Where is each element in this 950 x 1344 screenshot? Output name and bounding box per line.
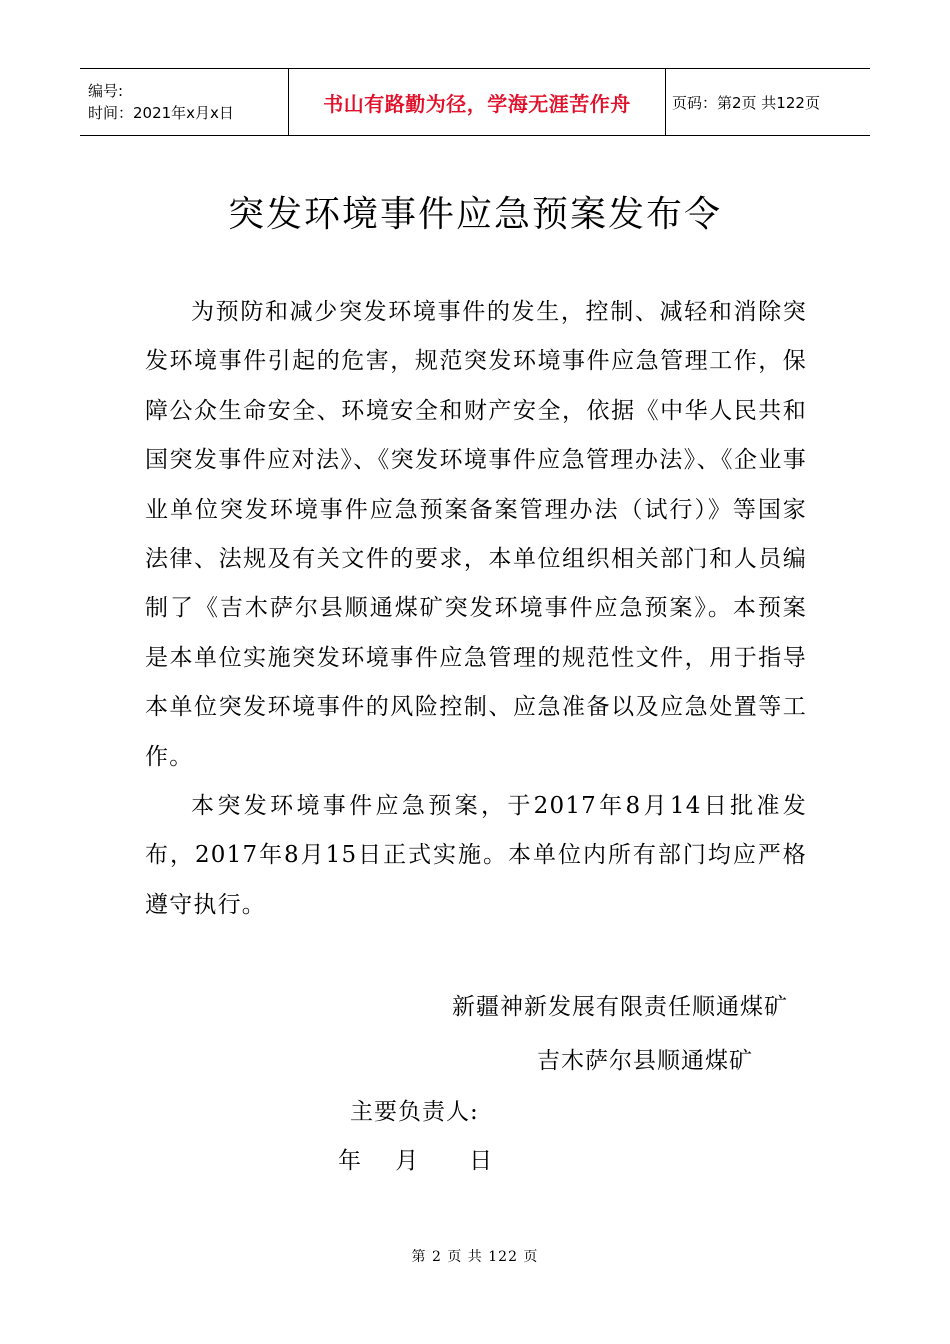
page-footer: 第 2 页 共 122 页: [411, 1249, 539, 1265]
document-header: [80, 68, 870, 136]
responsible-person-label: 主要负责人:: [350, 1099, 479, 1125]
header-motto-cell: [289, 69, 666, 136]
signature-org-2: 吉木萨尔县顺通煤矿: [537, 1048, 753, 1074]
signature-date: 年 月 日: [338, 1148, 494, 1174]
paragraph: 本突发环境事件应急预案，于2017年8月14日批准发布，2017年8月15日正式实施。本单位内所有部门均应严格遵守执行。: [145, 793, 807, 918]
header-meta: [80, 69, 289, 136]
page-title: 突发环境事件应急预案发布令: [227, 194, 722, 235]
motto: 书山有路勤为径，学海无涯苦作舟: [323, 91, 631, 116]
signature-org-1: 新疆神新发展有限责任顺通煤矿: [452, 994, 788, 1020]
paragraph: 为预防和减少突发环境事件的发生，控制、减轻和消除突发环境事件引起的危害，规范突发环境事件应急管理工作，保障公众生命安全、环境安全和财产安全，依据《中华人民共和国突发事件应对法》、《突发环境事件应急管理办法》、《企业事业单位突发环境事件应急预案备案管理办法（试行）》等国家法律、法规及有关文件的要求，本单位组织相关部门和人员编制了《吉木萨尔县顺通煤矿突发环境事件应急预案》。本预案是本单位实施突发环境事件应急管理的规范性文件，用于指导本单位突发环境事件的风险控制、应急准备以及应急处置等工作。: [145, 299, 807, 770]
page-info: 页码：第2页 共122页: [666, 69, 871, 136]
time-label: 时间：2021年x月x日: [88, 104, 234, 122]
number-label: 编号:: [88, 82, 124, 100]
document-body: [145, 288, 807, 930]
